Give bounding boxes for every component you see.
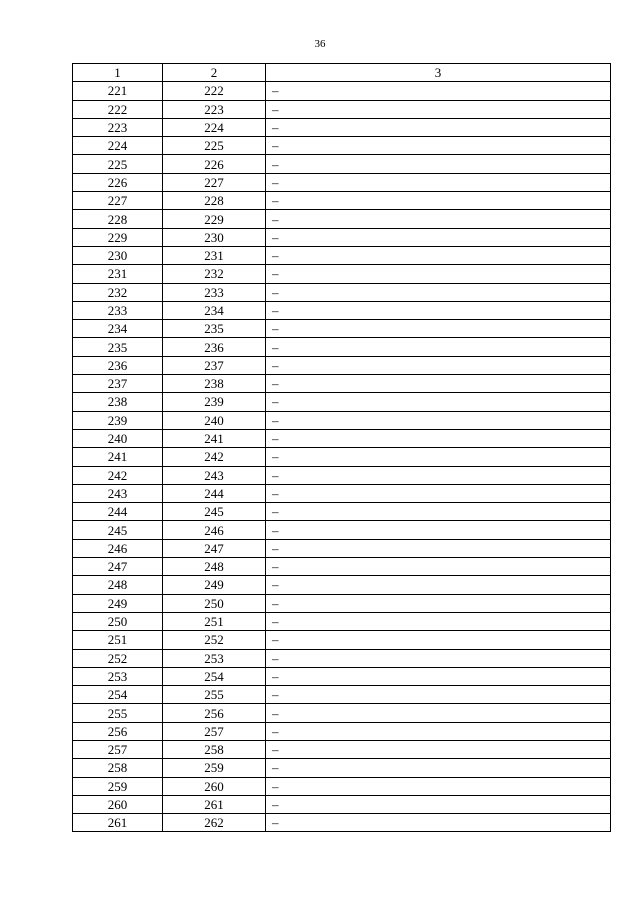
table-cell-col-2: 244 [163, 484, 266, 502]
table-cell-col-2: 228 [163, 192, 266, 210]
table-row [73, 777, 611, 795]
table-cell-col-1: 257 [73, 740, 163, 758]
table-cell-col-2: 222 [163, 82, 266, 100]
table-cell-col-3: – [266, 429, 611, 447]
table-cell-col-1: 227 [73, 192, 163, 210]
table-row [73, 320, 611, 338]
table-cell-col-2: 245 [163, 503, 266, 521]
table-cell-col-3: – [266, 814, 611, 832]
table-cell-col-3: – [266, 594, 611, 612]
table-row [73, 795, 611, 813]
column-header-1: 1 [73, 64, 163, 82]
table-cell-col-3: – [266, 484, 611, 502]
table-cell-col-3: – [266, 155, 611, 173]
table-cell-col-1: 237 [73, 375, 163, 393]
table-cell-col-2: 262 [163, 814, 266, 832]
table-cell-col-1: 245 [73, 521, 163, 539]
table-cell-col-2: 225 [163, 137, 266, 155]
table-cell-col-1: 260 [73, 795, 163, 813]
table-cell-col-3: – [266, 777, 611, 795]
table-cell-col-3: – [266, 100, 611, 118]
table-cell-col-3: – [266, 301, 611, 319]
table-cell-col-1: 250 [73, 612, 163, 630]
column-header-2: 2 [163, 64, 266, 82]
table-row [73, 411, 611, 429]
table-cell-col-2: 230 [163, 228, 266, 246]
table-cell-col-1: 242 [73, 466, 163, 484]
table-cell-col-3: – [266, 356, 611, 374]
table-row [73, 375, 611, 393]
table-row [73, 100, 611, 118]
table-cell-col-2: 251 [163, 612, 266, 630]
table-cell-col-3: – [266, 82, 611, 100]
table-cell-col-3: – [266, 759, 611, 777]
table-cell-col-1: 252 [73, 649, 163, 667]
table-cell-col-2: 223 [163, 100, 266, 118]
table-row [73, 503, 611, 521]
table-row [73, 722, 611, 740]
table-body [73, 82, 611, 832]
table-cell-col-3: – [266, 539, 611, 557]
table-row [73, 539, 611, 557]
table-cell-col-3: – [266, 667, 611, 685]
table-cell-col-3: – [266, 393, 611, 411]
table-cell-col-1: 259 [73, 777, 163, 795]
table-cell-col-3: – [266, 210, 611, 228]
table-cell-col-1: 248 [73, 576, 163, 594]
table-cell-col-3: – [266, 192, 611, 210]
table-cell-col-3: – [266, 283, 611, 301]
table-cell-col-3: – [266, 795, 611, 813]
table-row [73, 814, 611, 832]
table-cell-col-2: 224 [163, 118, 266, 136]
table-cell-col-2: 242 [163, 448, 266, 466]
table-cell-col-2: 231 [163, 246, 266, 264]
table-cell-col-3: – [266, 118, 611, 136]
table-cell-col-3: – [266, 265, 611, 283]
table-cell-col-3: – [266, 722, 611, 740]
table-cell-col-3: – [266, 246, 611, 264]
table-row [73, 740, 611, 758]
table-cell-col-2: 229 [163, 210, 266, 228]
table-cell-col-3: – [266, 576, 611, 594]
table-cell-col-2: 259 [163, 759, 266, 777]
table-cell-col-3: – [266, 612, 611, 630]
table-cell-col-1: 221 [73, 82, 163, 100]
table-cell-col-1: 226 [73, 173, 163, 191]
table-row [73, 649, 611, 667]
table-row [73, 173, 611, 191]
table-header-row [73, 64, 611, 82]
table-cell-col-1: 255 [73, 704, 163, 722]
table-cell-col-2: 253 [163, 649, 266, 667]
table-row [73, 466, 611, 484]
table-row [73, 429, 611, 447]
table-cell-col-2: 254 [163, 667, 266, 685]
table-row [73, 594, 611, 612]
table-cell-col-1: 258 [73, 759, 163, 777]
table-row [73, 118, 611, 136]
table-row [73, 484, 611, 502]
table-cell-col-2: 227 [163, 173, 266, 191]
table-cell-col-2: 233 [163, 283, 266, 301]
table-row [73, 448, 611, 466]
table-cell-col-2: 232 [163, 265, 266, 283]
table-cell-col-3: – [266, 558, 611, 576]
table-cell-col-2: 238 [163, 375, 266, 393]
table-cell-col-1: 239 [73, 411, 163, 429]
table-cell-col-3: – [266, 521, 611, 539]
table-cell-col-1: 229 [73, 228, 163, 246]
table-cell-col-1: 254 [73, 686, 163, 704]
table-cell-col-1: 261 [73, 814, 163, 832]
table-row [73, 612, 611, 630]
table-cell-col-3: – [266, 228, 611, 246]
table-row [73, 301, 611, 319]
table-cell-col-2: 256 [163, 704, 266, 722]
table-row [73, 686, 611, 704]
table-cell-col-1: 235 [73, 338, 163, 356]
table-cell-col-1: 223 [73, 118, 163, 136]
table-cell-col-1: 234 [73, 320, 163, 338]
table-cell-col-1: 228 [73, 210, 163, 228]
table-cell-col-1: 249 [73, 594, 163, 612]
table-cell-col-1: 232 [73, 283, 163, 301]
table-cell-col-1: 256 [73, 722, 163, 740]
table-row [73, 137, 611, 155]
table-cell-col-3: – [266, 375, 611, 393]
table-cell-col-3: – [266, 137, 611, 155]
table-cell-col-3: – [266, 686, 611, 704]
table-row [73, 558, 611, 576]
table-cell-col-2: 237 [163, 356, 266, 374]
table-cell-col-2: 260 [163, 777, 266, 795]
table-cell-col-3: – [266, 649, 611, 667]
table-cell-col-3: – [266, 411, 611, 429]
page-number: 36 [314, 38, 326, 50]
table-cell-col-1: 233 [73, 301, 163, 319]
table-cell-col-2: 255 [163, 686, 266, 704]
table-row [73, 338, 611, 356]
table-cell-col-2: 258 [163, 740, 266, 758]
table-cell-col-2: 248 [163, 558, 266, 576]
table-row [73, 228, 611, 246]
table-cell-col-1: 253 [73, 667, 163, 685]
table-cell-col-3: – [266, 448, 611, 466]
table-cell-col-2: 226 [163, 155, 266, 173]
table-cell-col-2: 250 [163, 594, 266, 612]
table-cell-col-2: 243 [163, 466, 266, 484]
table-cell-col-1: 247 [73, 558, 163, 576]
table-row [73, 667, 611, 685]
table-cell-col-1: 244 [73, 503, 163, 521]
table-cell-col-2: 236 [163, 338, 266, 356]
table-cell-col-1: 225 [73, 155, 163, 173]
table-cell-col-2: 241 [163, 429, 266, 447]
table-row [73, 283, 611, 301]
table-cell-col-2: 257 [163, 722, 266, 740]
table-cell-col-1: 230 [73, 246, 163, 264]
table-cell-col-2: 252 [163, 631, 266, 649]
table-cell-col-2: 239 [163, 393, 266, 411]
table-row [73, 210, 611, 228]
table-row [73, 704, 611, 722]
table-cell-col-3: – [266, 740, 611, 758]
table-cell-col-1: 241 [73, 448, 163, 466]
table-row [73, 576, 611, 594]
table-cell-col-2: 234 [163, 301, 266, 319]
table-cell-col-1: 246 [73, 539, 163, 557]
table-cell-col-1: 240 [73, 429, 163, 447]
table-cell-col-1: 251 [73, 631, 163, 649]
table-row [73, 393, 611, 411]
table-cell-col-3: – [266, 466, 611, 484]
table-cell-col-1: 224 [73, 137, 163, 155]
table-cell-col-2: 247 [163, 539, 266, 557]
table-cell-col-2: 261 [163, 795, 266, 813]
table-row [73, 265, 611, 283]
table-cell-col-2: 249 [163, 576, 266, 594]
column-header-3: 3 [266, 64, 611, 82]
table-cell-col-3: – [266, 173, 611, 191]
table-cell-col-3: – [266, 704, 611, 722]
table-cell-col-2: 246 [163, 521, 266, 539]
table-cell-col-1: 238 [73, 393, 163, 411]
table-row [73, 155, 611, 173]
table-row [73, 521, 611, 539]
table-cell-col-2: 235 [163, 320, 266, 338]
table-cell-col-3: – [266, 338, 611, 356]
table-cell-col-1: 236 [73, 356, 163, 374]
table-cell-col-1: 222 [73, 100, 163, 118]
table-row [73, 759, 611, 777]
data-table [72, 63, 611, 832]
table-cell-col-1: 243 [73, 484, 163, 502]
table-cell-col-2: 240 [163, 411, 266, 429]
table-cell-col-1: 231 [73, 265, 163, 283]
table-row [73, 356, 611, 374]
table-row [73, 631, 611, 649]
table-cell-col-3: – [266, 503, 611, 521]
table-row [73, 82, 611, 100]
table-cell-col-3: – [266, 320, 611, 338]
table-row [73, 192, 611, 210]
table-row [73, 246, 611, 264]
table-cell-col-3: – [266, 631, 611, 649]
